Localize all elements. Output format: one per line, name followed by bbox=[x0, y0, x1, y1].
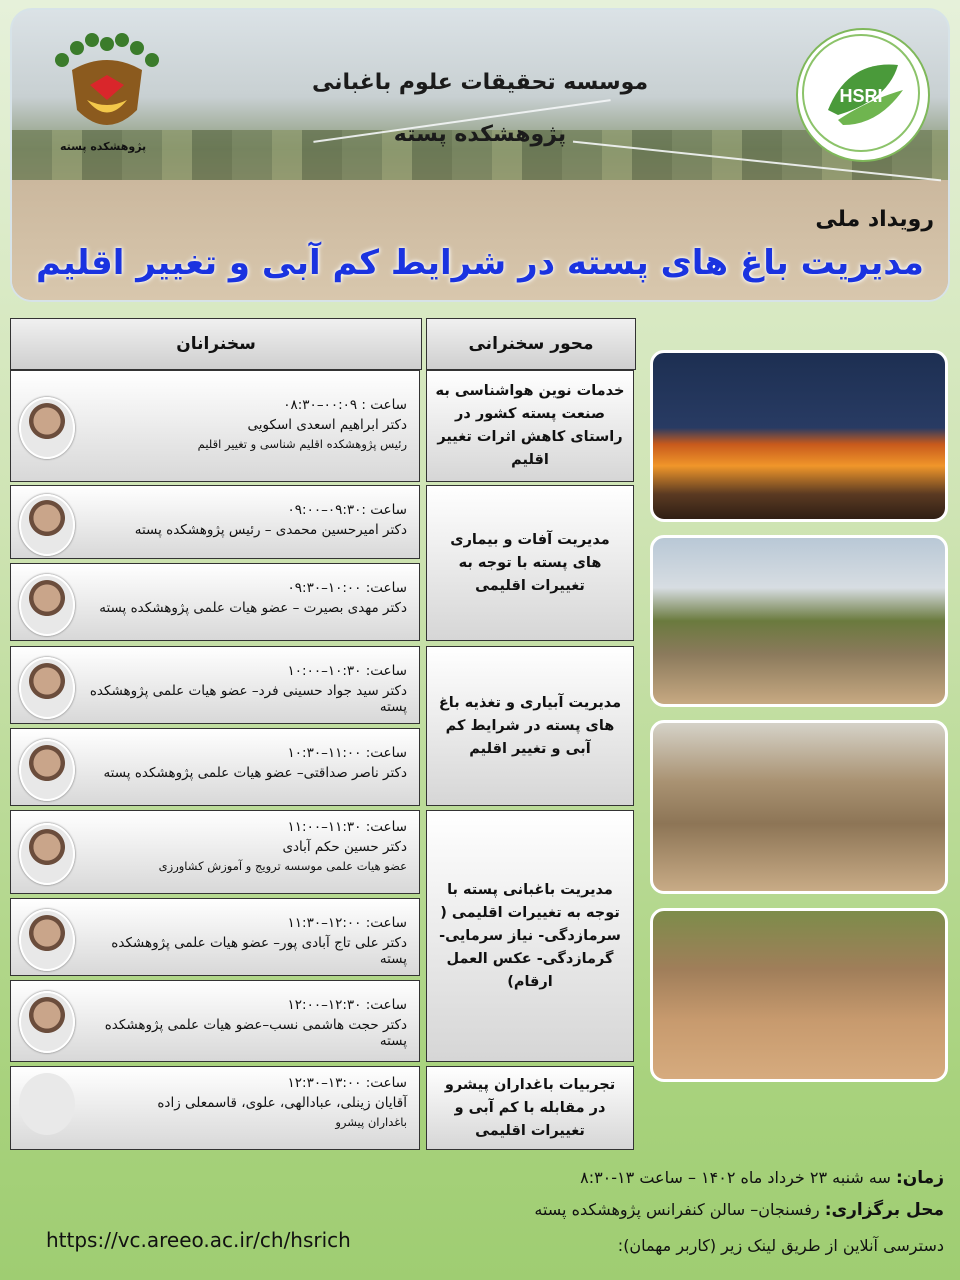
time-label: زمان: bbox=[895, 1168, 944, 1188]
online-link[interactable]: https://vc.areeo.ac.ir/ch/hsrich bbox=[46, 1228, 351, 1252]
event-title: مدیریت باغ های پسته در شرایط کم آبی و تغییر اقلیم bbox=[36, 243, 924, 283]
avatar bbox=[19, 397, 75, 459]
speaker-row bbox=[10, 980, 420, 1062]
org-subname: پژوهشکده پسته bbox=[393, 122, 567, 147]
speaker-role: رئیس پژوهشکده اقلیم شناسی و تغییر اقلیم bbox=[197, 437, 407, 451]
avatar bbox=[19, 494, 75, 556]
avatar bbox=[19, 1073, 75, 1135]
avatar bbox=[19, 739, 75, 801]
speaker-name: آقایان زینلی، عبادالهی، علوی، قاسمعلی زاده bbox=[157, 1095, 407, 1111]
speaker-name: دکتر ابراهیم اسعدی اسکویی bbox=[247, 417, 407, 433]
speaker-time: ساعت: ۱۳:۰۰–۱۲:۳۰ bbox=[287, 1075, 407, 1091]
speaker-row bbox=[10, 1066, 420, 1150]
speaker-row bbox=[10, 485, 420, 559]
speaker-time: ساعت: ۱۱:۰۰–۱۰:۳۰ bbox=[287, 745, 407, 761]
online-access-text: دسترسی آنلاین از طریق لینک زیر (کاربر مهمان): bbox=[617, 1236, 944, 1255]
speaker-row bbox=[10, 646, 420, 724]
speaker-row bbox=[10, 728, 420, 806]
speaker-time: ساعت :۰۹:۳۰–۰۹:۰۰ bbox=[287, 502, 407, 518]
speaker-row bbox=[10, 563, 420, 641]
speaker-name: دکتر ناصر صداقتی– عضو هیات علمی پژوهشکده پسته bbox=[103, 765, 407, 781]
time-value: سه شنبه ۲۳ خرداد ماه ۱۴۰۲ – ساعت ۱۳-۸:۳۰ bbox=[580, 1168, 896, 1187]
speaker-row bbox=[10, 370, 420, 482]
avatar bbox=[19, 909, 75, 971]
avatar bbox=[19, 823, 75, 885]
speaker-row bbox=[10, 898, 420, 976]
speaker-name: دکتر مهدی بصیرت – عضو هیات علمی پژوهشکده پسته bbox=[99, 600, 407, 616]
farmers-working-photo bbox=[650, 908, 948, 1082]
topic-cell: مدیریت آبیاری و تغذیه باغ های پسته در شرایط کم آبی و تغییر اقلیم bbox=[426, 646, 634, 806]
speaker-time: ساعت: ۱۲:۰۰–۱۱:۳۰ bbox=[287, 915, 407, 931]
speaker-time: ساعت: ۱۲:۳۰–۱۲:۰۰ bbox=[287, 997, 407, 1013]
avatar bbox=[19, 574, 75, 636]
topic-cell: مدیریت آفات و بیماری های پسته با توجه به تغییرات اقلیمی bbox=[426, 485, 634, 641]
column-header-topic: محور سخنرانی bbox=[426, 318, 636, 370]
topic-cell: تجربیات باغداران پیشرو در مقابله با کم آبی و تغییرات اقلیمی bbox=[426, 1066, 634, 1150]
left-logo-caption: پژوهشکده پسته bbox=[60, 140, 147, 153]
header-banner bbox=[10, 8, 950, 302]
speaker-name: دکتر سید جواد حسینی فرد– عضو هیات علمی پژوهشکده پسته bbox=[89, 683, 407, 715]
event-time bbox=[580, 1168, 944, 1188]
hsri-logo-text: HSRI bbox=[839, 86, 883, 106]
speaker-time: ساعت: ۱۰:۳۰–۱۰:۰۰ bbox=[287, 663, 407, 679]
speaker-name: دکتر حسین حکم آبادی bbox=[282, 839, 407, 855]
topic-cell: مدیریت باغبانی پسته با توجه به تغییرات اقلیمی ( سرمازدگی- نیاز سرمایی- گرمازدگی- عکس العمل ارقام) bbox=[426, 810, 634, 1062]
orchard-night-frost-photo bbox=[650, 350, 948, 522]
speaker-row bbox=[10, 810, 420, 894]
speaker-name: دکتر حجت هاشمی نسب–عضو هیات علمی پژوهشکده پسته bbox=[104, 1017, 407, 1049]
speaker-time: ساعت: ۱۰:۰۰–۰۹:۳۰ bbox=[287, 580, 407, 596]
avatar bbox=[19, 657, 75, 719]
speaker-name: دکتر امیرحسین محمدی – رئیس پژوهشکده پسته bbox=[134, 522, 407, 538]
column-header-speakers: سخنرانان bbox=[10, 318, 422, 370]
venue-label: محل برگزاری: bbox=[824, 1200, 944, 1220]
irrigation-pipes-photo bbox=[650, 720, 948, 894]
org-name: موسسه تحقیقات علوم باغبانی bbox=[311, 70, 649, 95]
speaker-role: باغداران پیشرو bbox=[335, 1115, 407, 1129]
topic-cell: خدمات نوین هواشناسی به صنعت پسته کشور در راستای کاهش اثرات تغییر اقلیم bbox=[426, 370, 634, 482]
event-venue bbox=[534, 1200, 944, 1220]
speaker-role: عضو هیات علمی موسسه ترویج و آموزش کشاورزی bbox=[158, 859, 407, 873]
damaged-pistachio-tree-photo bbox=[650, 535, 948, 707]
event-label: رویداد ملی bbox=[815, 207, 934, 232]
avatar bbox=[19, 991, 75, 1053]
speaker-name: دکتر علی تاج آبادی پور– عضو هیات علمی پژوهشکده پسته bbox=[111, 935, 407, 967]
speaker-time: ساعت : ۰۰:۰۹–۰۸:۳۰ bbox=[283, 397, 407, 413]
speaker-time: ساعت: ۱۱:۳۰–۱۱:۰۰ bbox=[287, 819, 407, 835]
venue-value: رفسنجان– سالن کنفرانس پژوهشکده پسته bbox=[534, 1200, 825, 1219]
